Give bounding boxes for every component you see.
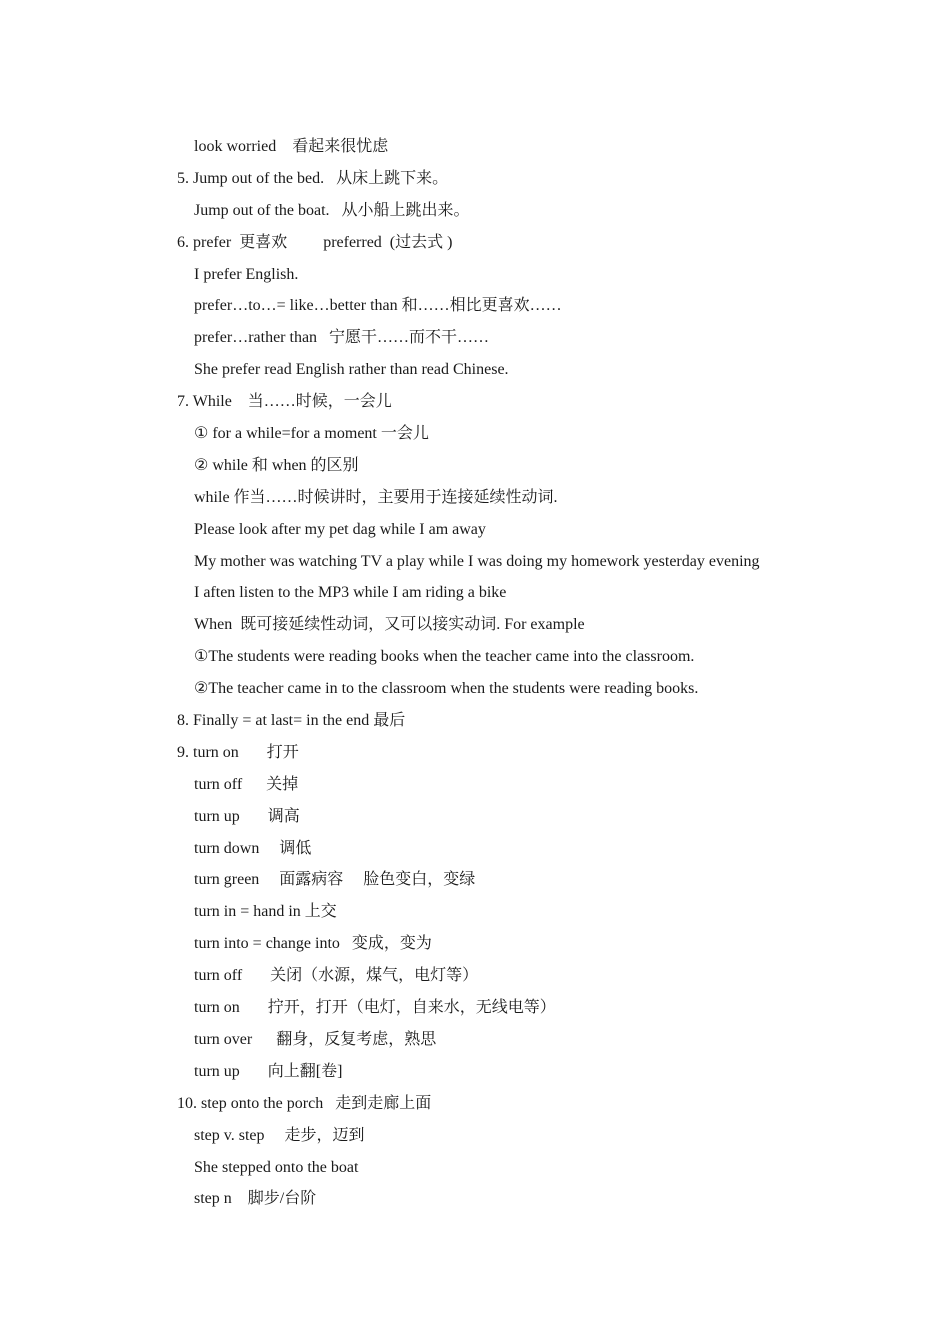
text-line: turn green 面露病容 脸色变白，变绿 (194, 871, 476, 889)
text-line: while 作当……时候讲时，主要用于连接延续性动词. (194, 488, 558, 506)
text-line: step n 脚步/台阶 (194, 1190, 317, 1208)
numbered-item-line: 10. step onto the porch 走到走廊上面 (177, 1094, 432, 1112)
text-line: When 既可接延续性动词，又可以接实动词. For example (194, 616, 585, 634)
numbered-item-line: 8. Finally = at last= in the end 最后 (177, 712, 406, 730)
text-line: prefer…rather than 宁愿干……而不干…… (194, 329, 490, 347)
text-line: turn up 调高 (194, 807, 300, 825)
numbered-item-line: 5. Jump out of the bed. 从床上跳下来。 (177, 169, 449, 187)
text-line: turn up 向上翻[卷] (194, 1062, 343, 1080)
text-line: turn off 关闭（水源，煤气，电灯等） (194, 967, 479, 985)
text-line: ②The teacher came in to the classroom when the students were reading books. (194, 680, 699, 698)
text-line: ① for a while=for a moment 一会儿 (194, 425, 429, 443)
document-body (0, 131, 950, 1215)
text-line: I aften listen to the MP3 while I am riding a bike (194, 584, 507, 602)
text-line: turn off 关掉 (194, 775, 299, 793)
text-line: prefer…to…= like…better than 和……相比更喜欢…… (194, 297, 562, 315)
text-line: turn into = change into 变成，变为 (194, 935, 432, 953)
text-line: ② while 和 when 的区别 (194, 456, 359, 474)
text-line: I prefer English. (194, 265, 299, 283)
text-line: look worried 看起来很忧虑 (194, 138, 389, 155)
text-line: She stepped onto the boat (194, 1158, 359, 1176)
text-line: She prefer read English rather than read Chinese. (194, 361, 509, 379)
numbered-item-line: 7. While 当……时候，一会儿 (177, 393, 392, 411)
text-line: turn on 拧开，打开（电灯，自来水，无线电等） (194, 999, 556, 1017)
text-line: step v. step 走步，迈到 (194, 1126, 365, 1144)
text-line: turn over 翻身，反复考虑，熟思 (194, 1030, 437, 1048)
text-line: My mother was watching TV a play while I was doing my homework yesterday evening (194, 552, 760, 570)
text-line: ①The students were reading books when the teacher came into the classroom. (194, 648, 695, 666)
numbered-item-line: 6. prefer 更喜欢 preferred (过去式 ) (177, 233, 453, 251)
numbered-item-line: 9. turn on 打开 (177, 743, 299, 761)
text-line: turn down 调低 (194, 839, 312, 857)
text-line: turn in = hand in 上交 (194, 903, 337, 921)
text-line: Jump out of the boat. 从小船上跳出来。 (194, 201, 470, 219)
text-line: Please look after my pet dag while I am away (194, 520, 486, 538)
